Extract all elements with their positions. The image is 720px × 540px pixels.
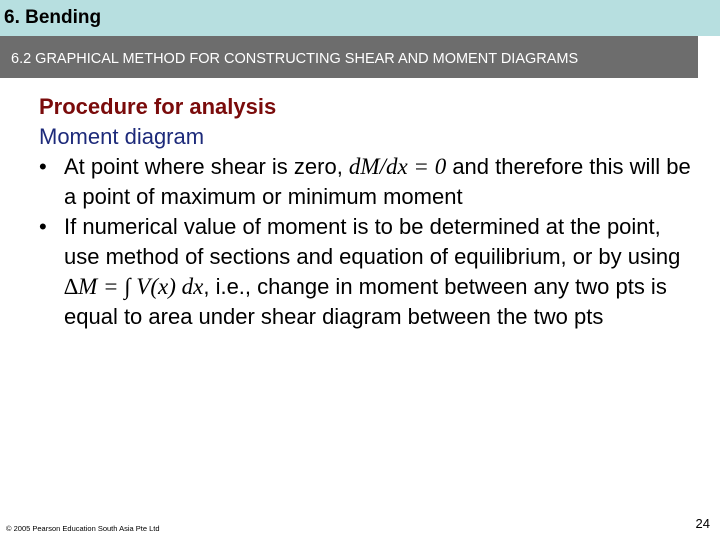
bullet-text: and therefore this will be a point of maximum or minimum moment <box>64 154 691 209</box>
header-accent <box>698 36 720 78</box>
bullet-icon: • <box>39 154 47 179</box>
title-bar <box>0 0 720 36</box>
bullet-item <box>39 212 699 332</box>
equation: dM/dx = 0 <box>348 154 447 179</box>
bullet-item <box>39 152 699 212</box>
section-title: 6.2 GRAPHICAL METHOD FOR CONSTRUCTING SHEAR AND MOMENT DIAGRAMS <box>11 51 579 67</box>
equation: ∆M = ∫ V(x) dx <box>64 274 204 299</box>
slide-body <box>39 92 699 332</box>
bullet-text: At point where shear is zero, <box>64 154 349 179</box>
bullet-icon: • <box>39 214 47 239</box>
slide-subheading: Moment diagram <box>39 124 205 149</box>
copyright-footer: © 2005 Pearson Education South Asia Pte Ltd <box>6 524 160 533</box>
section-bar <box>0 36 698 78</box>
slide-heading: Procedure for analysis <box>39 94 277 119</box>
bullet-text: , i.e., change in moment between any two pts is equal to area under shear diagram between the two pts <box>64 274 667 329</box>
bullet-text: If numerical value of moment is to be determined at the point, use method of sections and equation of equilibrium, or by using <box>64 214 681 269</box>
chapter-title: 6. Bending <box>4 7 102 28</box>
page-number: 24 <box>695 516 710 531</box>
